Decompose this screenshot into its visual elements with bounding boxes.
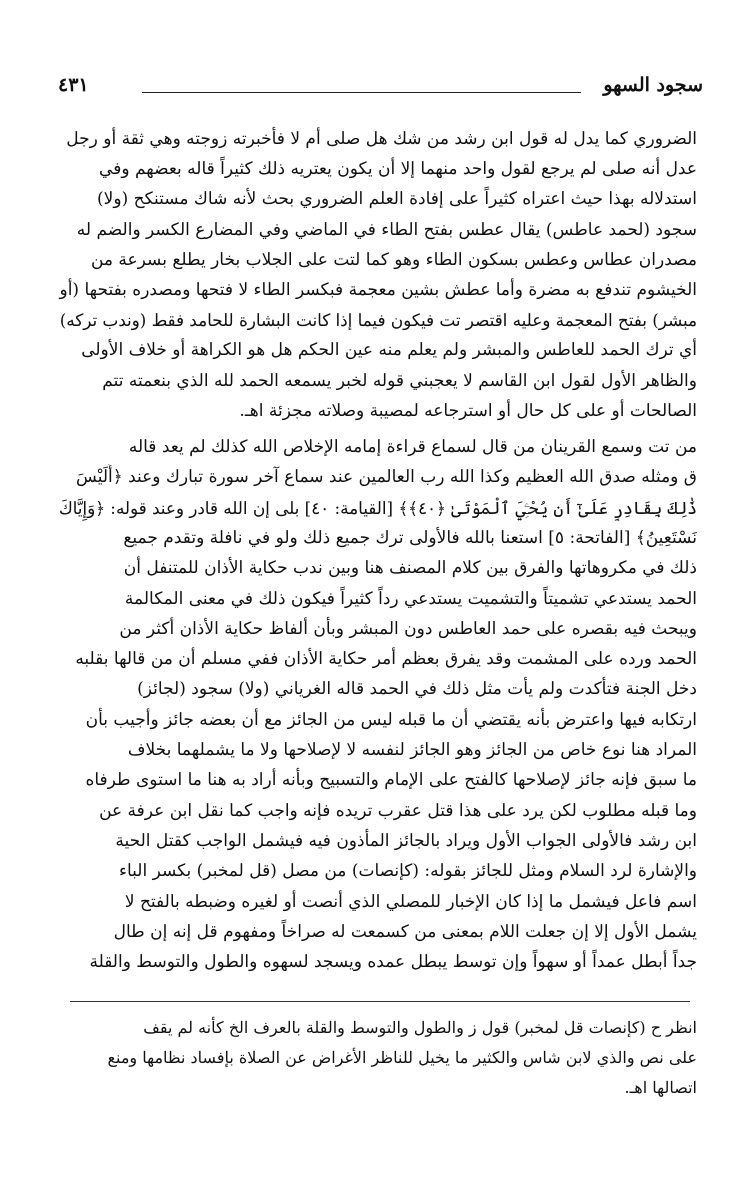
body-line: ويبحث فيه بقصره على حمد العاطس دون المبشر وبأن ألفاظ حكاية الأذان أكثر من bbox=[119, 618, 697, 639]
page-number: ٤٣١ bbox=[58, 74, 89, 96]
body-line: مصدران عطاس وعطس بسكون الطاء وهو كما لتت على الجلاب بخار يطلع بسرعة من bbox=[90, 249, 697, 270]
body-line: ابن رشد فالأولى الجواب الأول ويراد بالجائز المأذون فيه فيشمل الواجب كقتل الحية bbox=[115, 830, 697, 851]
page-header bbox=[58, 74, 703, 104]
footnote-separator bbox=[70, 1001, 690, 1002]
body-line: ذلك في مكروهاتها والفرق بين كلام المصنف هنا وبين ندب حكاية الأذان للمتنفل أن bbox=[123, 558, 697, 579]
body-line: سجود (لحمد عاطس) يقال عطس بفتح الطاء في الماضي وفي المضارع الكسر والضم له bbox=[76, 219, 697, 240]
running-title: سجود السهو bbox=[603, 74, 703, 96]
body-line: اسم فاعل فيشمل ما إذا كان الإخبار للمصلي الذي أنصت أو لغيره وضبطه بالفتح لا bbox=[124, 891, 697, 912]
body-line: الصالحات أو على كل حال أو استرجاعه لمصيبة وصلاته مجزئة اهـ. bbox=[239, 400, 697, 421]
body-line: ما سبق فإنه جائز لإصلاحها كالفتح على الإمام والتسبيح وبأنه أراد به هنا ما استوى طرفاه bbox=[85, 770, 697, 791]
body-line: ق ومثله صدق الله العظيم وكذا الله رب العالمين عند سماع آخر سورة تبارك وعند ﴿أَلَيْسَ bbox=[76, 467, 697, 488]
body-line: من تت وسمع القرينان من قال لسماع قراءة إمامه الإخلاص الله كذلك لم يعد قاله bbox=[128, 437, 697, 457]
body-line: والإشارة لرد السلام ومثل للجائز بقوله: (كإنصات) من مصل (قل لمخبر) بكسر الباء bbox=[119, 861, 697, 882]
body-line: والظاهر الأول لقول ابن القاسم لا يعجبني قوله لخبر يسمعه الحمد لله الذي بنعمته تتم bbox=[102, 370, 697, 391]
body-line: ذَٰلِكَ بِقَادِرٍ عَلَىٰٓ أَن يُحْـِۧيَ ٱلْمَوْتَىٰ ﴿٤٠﴾﴾ [القيامة: ٤٠] بلى إن الله قادر وعند قوله: ﴿وَإِيَّاكَ bbox=[58, 497, 697, 518]
body-line: عدل أنه صلى لم يرجع لقول واحد منهما إلا أن يكون يعتريه ذلك كثيراً قاله بعضهم وفي bbox=[99, 159, 697, 180]
footnote-line: اتصالها اهـ. bbox=[624, 1078, 697, 1097]
body-line: يشمل الأول إلا إن جعلت اللام بمعنى من كسمعت له صراخاً ومفهوم قل إنه إن طال bbox=[113, 921, 697, 942]
body-line: نَسْتَعِينُ﴾ [الفاتحة: ٥] استعنا بالله فالأولى ترك جميع ذلك ولو في نافلة وتقدم جميع bbox=[123, 527, 697, 548]
header-rule bbox=[142, 92, 581, 93]
body-line: الضروري كما يدل له قول ابن رشد من شك هل صلى أم لا فأخبرته زوجته وهي ثقة أو رجل bbox=[66, 129, 697, 149]
body-line: استدلاله بهذا حيث اعتراه كثيراً على إفادة العلم الضروري بحث لأنه شاك مستنكح (ولا) bbox=[97, 189, 697, 210]
body-line: مبشر) بفتح المعجمة وعليه اقتصر تت فيكون فيما إذا كانت البشارة للحامد فقط (وندب تركه) bbox=[59, 310, 697, 331]
body-line: أي ترك الحمد للعاطس والمبشر ولم يعلم منه عين الحكم هل هو الكراهة أو خلاف الأولى bbox=[81, 340, 697, 361]
body-line: ارتكابه فيها واعترض بأنه يقتضي أن ما قبله ليس من الجائز مع أن بعضه جائز وأجيب بأن bbox=[85, 709, 697, 730]
body-line: الحمد يستدعي تشميتاً والتشميت يستدعي رداً كثيراً فيكون ذلك في معنى المكالمة bbox=[124, 588, 697, 609]
body-line: وما قبله مطلوب لكن يرد على هذا قتل عقرب تريده فإنه واجب كما نقل ابن عرفة عن bbox=[99, 800, 697, 821]
body-line: الخيشوم تندفع به مضرة وأما عطش بشين معجمة فبكسر الطاء لا فتحها ومصدره بفتحها (أو bbox=[59, 280, 697, 300]
body-line: المراد هنا نوع خاص من الجائز وهو الجائز لنفسه لا لإصلاحها ولا ما يشملهما بخلاف bbox=[127, 740, 697, 760]
footnote-line: انظر ح (كإنصات قل لمخبر) قول ز والطول والتوسط والقلة بالعرف الخ كأنه لم يقف bbox=[143, 1018, 697, 1037]
footnote-line: على نص والذي لابن شاس والكثير ما يخيل للناظر الأغراض عن الصلاة بإفساد نظامها ومنع bbox=[107, 1048, 697, 1067]
body-line: جداً أبطل عمداً أو سهواً وإن توسط يبطل عمده ويسجد لسهوه والطول والتوسط والقلة bbox=[89, 952, 697, 973]
body-line: دخل الجنة فتأكدت ولم يأت مثل ذلك في الحمد قاله الغرياني (ولا) سجود (لجائز) bbox=[137, 679, 697, 700]
body-line: الحمد ورده على المشمت وقد يفرق بعظم أمر حكاية الأذان ففي مسلم أن من قالها بقلبه bbox=[75, 649, 697, 670]
